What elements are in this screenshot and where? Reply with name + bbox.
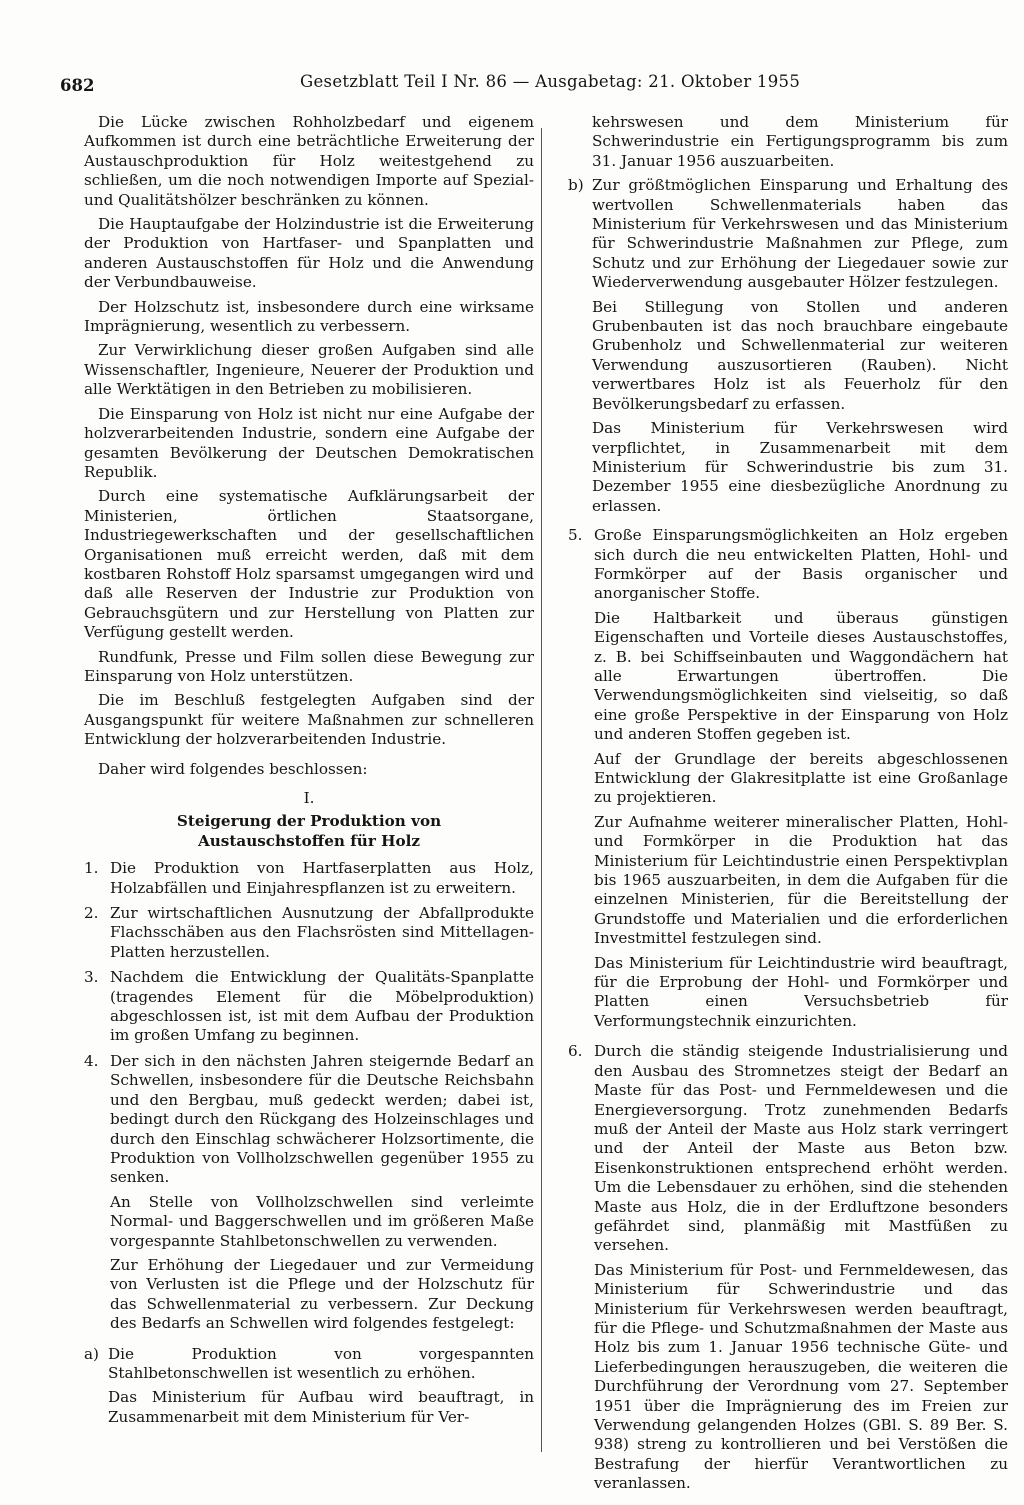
sub-item bbox=[568, 176, 1008, 521]
item-text: Das Ministerium für Leichtindustrie wird beauftragt, für die Erprobung der Hohl- und Formkörper und Platten einen Versuchsbetrieb für Verformungstechnik einzurichten. bbox=[594, 953, 1008, 1030]
sub-item-text: Zur größtmöglichen Einsparung und Erhaltung des wertvollen Schwellenmaterials haben das Ministerium für Verkehrswesen und das Ministerium für Schwerindustrie Maßnahmen zur Pflege, zum Schutz und zur Erhöhung der Liegedauer sowie zur Wiederverwendung ausgebauter Hölzer festzulegen. bbox=[592, 176, 1008, 292]
item-text: Auf der Grundlage der bereits abgeschlossenen Entwicklung der Glakresitplatte ist eine Großanlage zu projektieren. bbox=[594, 749, 1008, 807]
paragraph: Der Holzschutz ist, insbesondere durch eine wirksame Imprägnierung, wesentlich zu verbessern. bbox=[84, 297, 534, 336]
list-item bbox=[84, 1052, 534, 1339]
item-number: 5. bbox=[568, 526, 583, 545]
item-text: Die Haltbarkeit und überaus günstigen Eigenschaften und Vorteile dieses Austauschstoffes, z. B. bei Schiffseinbauten und Waggondächern hat alle Erwartungen übertroffen. Die Verwendungsmöglichkeiten sind vielseitig, so daß eine große Perspektive in der Einsparung von Holz und anderen Stoffen gegeben ist. bbox=[594, 608, 1008, 744]
section-title: Steigerung der Produktion von Austauschstoffen für Holz bbox=[176, 812, 442, 850]
item-text: Zur wirtschaftlichen Ausnutzung der Abfallprodukte Flachsschäben aus den Flachsrösten sind Mittellagen-Platten herzustellen. bbox=[110, 904, 534, 961]
sub-item-text: Das Ministerium für Verkehrswesen wird verpflichtet, in Zusammenarbeit mit dem Ministerium für Schwerindustrie bis zum 31. Dezember 1955 eine diesbezügliche Anordnung zu erlassen. bbox=[592, 419, 1008, 515]
paragraph: Zur Verwirklichung dieser großen Aufgaben sind alle Wissenschaftler, Ingenieure, Neuerer der Produktion und alle Werktätigen in den Betrieben zu mobilisieren. bbox=[84, 341, 534, 399]
page-number: 682 bbox=[60, 76, 95, 95]
item-number: 6. bbox=[568, 1042, 583, 1061]
list-item bbox=[568, 1042, 1008, 1498]
list-item bbox=[84, 859, 534, 898]
item-number: 1. bbox=[84, 859, 99, 878]
item-text: Große Einsparungsmöglichkeiten an Holz ergeben sich durch die neu entwickelten Platten, Hohl- und Formkörper auf der Basis organischer und anorganischer Stoffe. bbox=[594, 526, 1008, 603]
gazette-title: Gesetzblatt Teil I Nr. 86 — Ausgabetag: 21. Oktober 1955 bbox=[300, 72, 801, 91]
sub-item bbox=[84, 1345, 534, 1433]
column-divider bbox=[541, 128, 542, 1452]
item-body bbox=[110, 1052, 534, 1339]
item-number: 2. bbox=[84, 904, 99, 923]
item-text: Das Ministerium für Post- und Fernmeldewesen, das Ministerium für Schwerindustrie und das Ministerium für Verkehrswesen werden beauftragt, für die Pflege- und Schutzmaßnahmen der Maste aus Holz bis zum 1. Januar 1956 technische Güte- und Lieferbedingungen herauszugeben, die weiteren die Durchführung der Verordnung vom 27. September 1951 über die Imprägnierung des im Freien zur Verwendung gelangenden Holzes (GBl. S. 89 Ber. S. 938) streng zu kontrollieren und bei Verstößen die Bestrafung der hierfür Verantwortlichen zu veranlassen. bbox=[594, 1260, 1008, 1493]
sub-item-body bbox=[108, 1345, 534, 1433]
sub-item-letter: a) bbox=[84, 1344, 99, 1363]
right-column bbox=[568, 113, 1008, 1505]
paragraph: Die Hauptaufgabe der Holzindustrie ist die Erweiterung der Produktion von Hartfaser- und Spanplatten und anderen Austauschstoffen für Holz und die Anwendung der Verbundbauweise. bbox=[84, 215, 534, 292]
item-text: Zur Aufnahme weiterer mineralischer Platten, Hohl- und Formkörper in die Produktion hat das Ministerium für Leichtindustrie einen Perspektivplan bis 1965 auszuarbeiten, in dem die Aufgaben für die einzelnen Ministerien, für die Bereitstellung der Grundstoffe und Materialien und die erforderlichen Investmittel festzulegen sind. bbox=[594, 812, 1008, 948]
list-item bbox=[568, 526, 1008, 1036]
continued-text: kehrswesen und dem Ministerium für Schwerindustrie ein Fertigungsprogramm bis zum 31. Januar 1956 auszuarbeiten. bbox=[592, 113, 1008, 170]
paragraph: Daher wird folgendes beschlossen: bbox=[98, 759, 368, 778]
sub-item-text: Die Produktion von vorgespannten Stahlbetonschwellen ist wesentlich zu erhöhen. bbox=[108, 1344, 534, 1382]
paragraph: Die Lücke zwischen Rohholzbedarf und eigenem Aufkommen ist durch eine beträchtliche Erweiterung der Austauschproduktion für Holz weitestgehend zu schließen, um die noch notwendigen Importe auf Spezial- und Qualitätshölzer beschränken zu können. bbox=[84, 113, 534, 209]
item-text: Nachdem die Entwicklung der Qualitäts-Spanplatte (tragendes Element für die Möbelproduktion) abgeschlossen ist, ist mit dem Aufbau der Produktion im großen Umfang zu beginnen. bbox=[110, 968, 534, 1045]
item-number: 4. bbox=[84, 1051, 99, 1070]
sub-item-text: Das Ministerium für Aufbau wird beauftragt, in Zusammenarbeit mit dem Ministerium für Ver- bbox=[108, 1388, 534, 1426]
page-header bbox=[60, 72, 960, 102]
list-item bbox=[84, 968, 534, 1046]
item-body bbox=[594, 526, 1008, 1036]
item-text: An Stelle von Vollholzschwellen sind verleimte Normal- und Baggerschwellen und im größeren Maße vorgespannte Stahlbetonschwellen zu verwenden. bbox=[110, 1192, 534, 1250]
sub-item-letter: b) bbox=[568, 176, 584, 195]
item-text: Der sich in den nächsten Jahren steigernde Bedarf an Schwellen, insbesondere für die Deutsche Reichsbahn und den Bergbau, muß gedeckt werden; dabei ist, bedingt durch den Rückgang des Holzeinschlages und durch den Einschlag schwächerer Holzsortimente, die Produktion von Vollholzschwellen gegenüber 1955 zu senken. bbox=[110, 1051, 534, 1187]
sub-item-text: Bei Stillegung von Stollen und anderen Grubenbauten ist das noch brauchbare eingebaute Grubenholz und Schwellenmaterial zur weiteren Verwendung auszusortieren (Rauben). Nicht verwertbares Holz ist als Feuerholz für den Bevölkerungsbedarf zu erfassen. bbox=[592, 297, 1008, 413]
sub-item-body bbox=[592, 176, 1008, 521]
item-text: Die Produktion von Hartfaserplatten aus Holz, Holzabfällen und Einjahrespflanzen ist zu erweitern. bbox=[110, 859, 534, 897]
paragraph: Die Einsparung von Holz ist nicht nur eine Aufgabe der holzverarbeitenden Industrie, sondern eine Aufgabe der gesamten Bevölkerung der Deutschen Demokratischen Republik. bbox=[84, 404, 534, 481]
section-number: I. bbox=[303, 789, 315, 807]
paragraph: Die im Beschluß festgelegten Aufgaben sind der Ausgangspunkt für weitere Maßnahmen zur schnelleren Entwicklung der holzverarbeitenden Industrie. bbox=[84, 691, 534, 749]
item-body bbox=[594, 1042, 1008, 1498]
item-text: Durch die ständig steigende Industrialisierung und den Ausbau des Stromnetzes steigt der Bedarf an Maste für das Post- und Fernmeldewesen und die Energieversorgung. Trotz zunehmenden Bedarfs muß der Anteil der Maste aus Holz stark verringert und der Anteil der Maste aus Beton bzw. Eisenkonstruktionen entsprechend erhöht werden. Um die Lebensdauer zu erhöhen, sind die stehenden Maste aus Holz, die in der Erdluftzone besonders gefährdet sind, planmäßig mit Mastfüßen zu versehen. bbox=[594, 1042, 1008, 1255]
paragraph: Rundfunk, Presse und Film sollen diese Bewegung zur Einsparung von Holz unterstützen. bbox=[84, 647, 534, 685]
item-number: 3. bbox=[84, 968, 99, 987]
item-text: Zur Erhöhung der Liegedauer und zur Vermeidung von Verlusten ist die Pflege und der Holzschutz für das Schwellenmaterial zu verbessern. Zur Deckung des Bedarfs an Schwellen wird folgendes festgelegt: bbox=[110, 1255, 534, 1333]
left-column bbox=[84, 113, 534, 1437]
list-item bbox=[84, 904, 534, 962]
paragraph: Durch eine systematische Aufklärungsarbeit der Ministerien, örtlichen Staatsorgane, Industriegewerkschaften und der gesellschaftlichen Organisationen muß erreicht werden, daß mit dem kostbaren Rohstoff Holz sparsamst umgegangen wird und daß alle Reserven der Industrie zur Produktion von Gebrauchsgütern und zur Herstellung von Platten zur Verfügung gestellt werden. bbox=[84, 487, 534, 642]
